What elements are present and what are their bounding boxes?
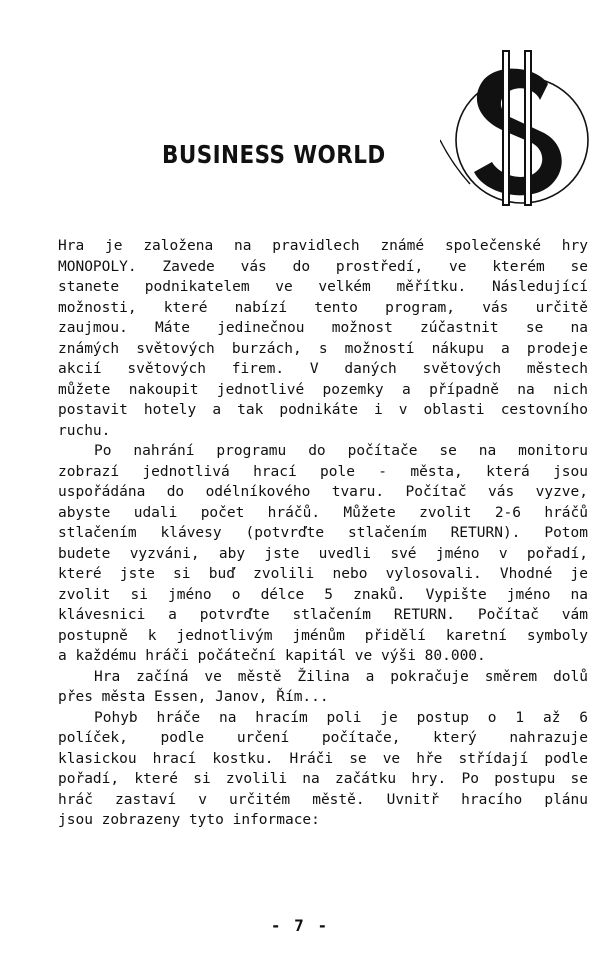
text-line: možnosti, které nabízí tento program, vás určitě bbox=[58, 299, 588, 316]
text-line: ruchu. bbox=[58, 422, 111, 439]
paragraph bbox=[58, 667, 588, 708]
text-line: postupně k jednotlivým jménům přidělí karetní symboly bbox=[58, 627, 588, 644]
paragraph bbox=[58, 708, 588, 831]
text-line: stlačením klávesy (potvrďte stlačením RETURN). Potom bbox=[58, 525, 588, 541]
text-line: Pohyb hráče na hracím poli je postup o 1 až 6 bbox=[94, 709, 588, 726]
text-line: budete vyzváni, aby jste uvedli své jméno v pořadí, bbox=[58, 545, 588, 562]
page-title: BUSINESS WORLD bbox=[162, 140, 386, 169]
text-line: políček, podle určení počítače, který nahrazuje bbox=[58, 730, 588, 746]
text-line: známých světových burzách, s možností nákupu a prodeje bbox=[58, 340, 588, 357]
article-body bbox=[58, 236, 588, 831]
text-line: stanete podnikatelem ve velkém měřítku. Následující bbox=[58, 279, 588, 295]
text-line: zobrazí jednotlivá hrací pole - města, která jsou bbox=[58, 463, 588, 480]
text-line: MONOPOLY. Zavede vás do prostředí, ve kterém se bbox=[58, 258, 588, 275]
text-line: a každému hráči počáteční kapitál ve výši 80.000. bbox=[58, 648, 486, 664]
text-line: jsou zobrazeny tyto informace: bbox=[58, 812, 320, 828]
text-line: Hra je založena na pravidlech známé společenské hry bbox=[58, 238, 588, 254]
text-line: hráč zastaví v určitém městě. Uvnitř hracího plánu bbox=[58, 791, 588, 808]
page-number: - 7 - bbox=[270, 916, 330, 935]
text-line: zaujmou. Máte jedinečnou možnost zúčastnit se na bbox=[58, 320, 588, 336]
text-line: Hra začíná ve městě Žilina a pokračuje směrem dolů bbox=[94, 668, 588, 685]
text-line: které jste si buď zvolili nebo vylosovali. Vhodné je bbox=[58, 566, 588, 582]
text-line: postavit hotely a tak podnikáte i v oblasti cestovního bbox=[58, 402, 588, 418]
text-line: uspořádána do odélníkového tvaru. Počítač vás vyzve, bbox=[58, 484, 588, 500]
text-line: pořadí, které si zvolili na začátku hry. Po postupu se bbox=[58, 771, 588, 787]
text-line: můžete nakoupit jednotlivé pozemky a případně na nich bbox=[58, 381, 588, 398]
paragraph bbox=[58, 236, 588, 441]
text-line: klasickou hrací kostku. Hráči se ve hře střídají podle bbox=[58, 750, 588, 767]
text-line: abyste udali počet hráčů. Můžete zvolit 2-6 hráčů bbox=[58, 504, 588, 521]
text-line: zvolit si jméno o délce 5 znaků. Vypište jméno na bbox=[58, 586, 588, 603]
text-line: přes města Essen, Janov, Řím... bbox=[58, 689, 329, 705]
text-line: klávesnici a potvrďte stlačením RETURN. Počítač vám bbox=[58, 607, 588, 623]
paragraph bbox=[58, 441, 588, 667]
text-line: Po nahrání programu do počítače se na monitoru bbox=[94, 443, 588, 459]
text-line: akcií světových firem. V daných světových městech bbox=[58, 361, 588, 377]
dollar-sign-in-circle-icon bbox=[440, 44, 592, 206]
